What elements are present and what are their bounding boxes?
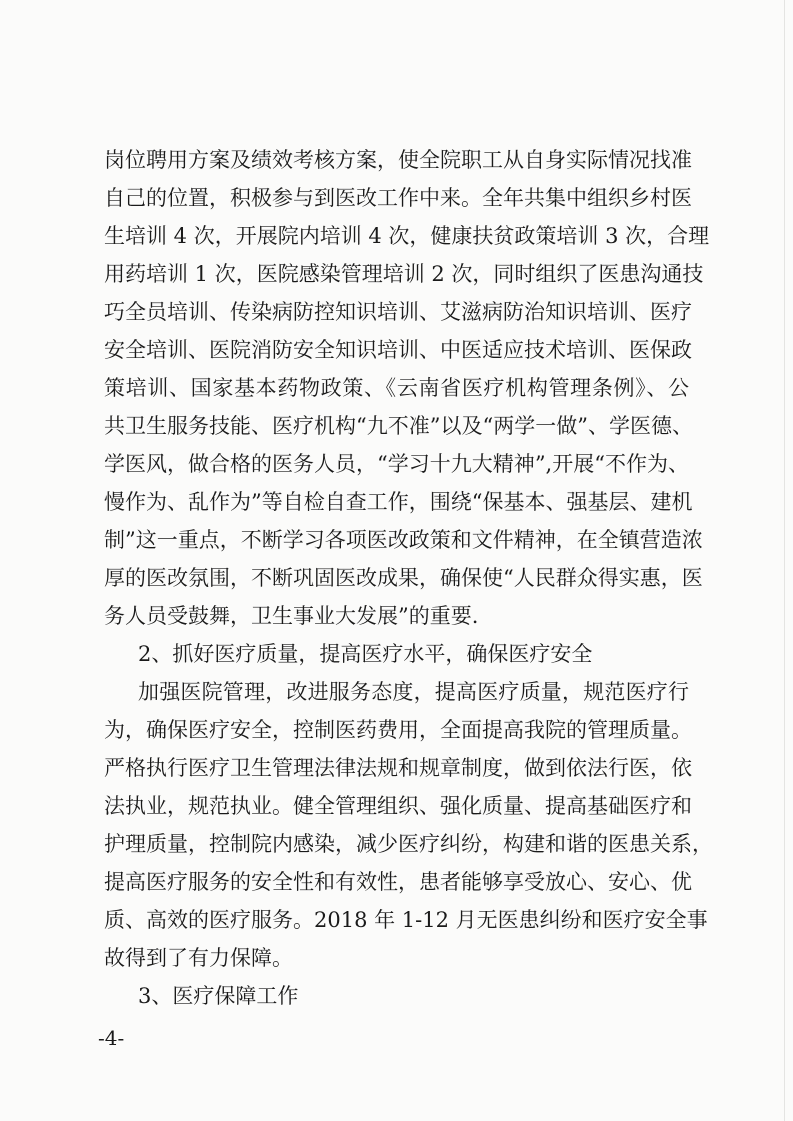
paragraph-line: 故得到了有力保障。: [104, 946, 293, 970]
paragraph-line: 提高医疗服务的安全性和有效性，患者能够享受放心、安心、优: [104, 870, 692, 894]
paragraph-line: 质、高效的医疗服务。2018 年 1-12 月无医患纠纷和医疗安全事: [104, 908, 708, 932]
paragraph-line: 岗位聘用方案及绩效考核方案，使全院职工从自身实际情况找准: [104, 148, 692, 172]
paragraph-line: 加强医院管理，改进服务态度，提高医疗质量，规范医疗行: [138, 680, 689, 704]
page-number: -4-: [98, 1026, 125, 1050]
paragraph-line: 厚的医改氛围，不断巩固医改成果，确保使“人民群众得实惠，医: [104, 566, 703, 590]
paragraph-line: 学医风，做合格的医务人员，“学习十九大精神”,开展“不作为、: [104, 452, 689, 476]
paragraph-line: 共卫生服务技能、医疗机构“九不准”以及“两学一做”、学医德、: [104, 414, 693, 438]
section-heading: 3、医疗保障工作: [138, 984, 299, 1008]
paragraph-line: 安全培训、医院消防安全知识培训、中医适应技术培训、医保政: [104, 338, 692, 362]
paragraph-line: 生培训 4 次，开展院内培训 4 次，健康扶贫政策培训 3 次，合理: [104, 224, 710, 248]
paragraph-line: 制”这一重点，不断学习各项医改政策和文件精神，在全镇营造浓: [104, 528, 703, 552]
paragraph-line: 为，确保医疗安全，控制医药费用，全面提高我院的管理质量。: [104, 718, 692, 742]
paragraph-line: 法执业，规范执业。健全管理组织、强化质量、提高基础医疗和: [104, 794, 692, 818]
section-heading: 2、抓好医疗质量，提高医疗水平，确保医疗安全: [138, 642, 593, 666]
paragraph-line: 严格执行医疗卫生管理法律法规和规章制度，做到依法行医，依: [104, 756, 692, 780]
paragraph-line: 用药培训 1 次，医院感染管理培训 2 次，同时组织了医患沟通技: [104, 262, 704, 286]
paragraph-line: 慢作为、乱作为”等自检自查工作，围绕“保基本、强基层、建机: [104, 490, 693, 514]
paragraph-line: 巧全员培训、传染病防控知识培训、艾滋病防治知识培训、医疗: [104, 300, 692, 324]
paragraph-line: 自己的位置，积极参与到医改工作中来。全年共集中组织乡村医: [104, 186, 692, 210]
paragraph-line: 策培训、国家基本药物政策、《云南省医疗机构管理条例》、公: [104, 376, 689, 400]
scan-edge-line: [784, 0, 785, 1121]
paragraph-line: 务人员受鼓舞，卫生事业大发展”的重要.: [104, 604, 479, 628]
paragraph-line: 护理质量，控制院内感染，减少医疗纠纷，构建和谐的医患关系，: [104, 832, 713, 856]
